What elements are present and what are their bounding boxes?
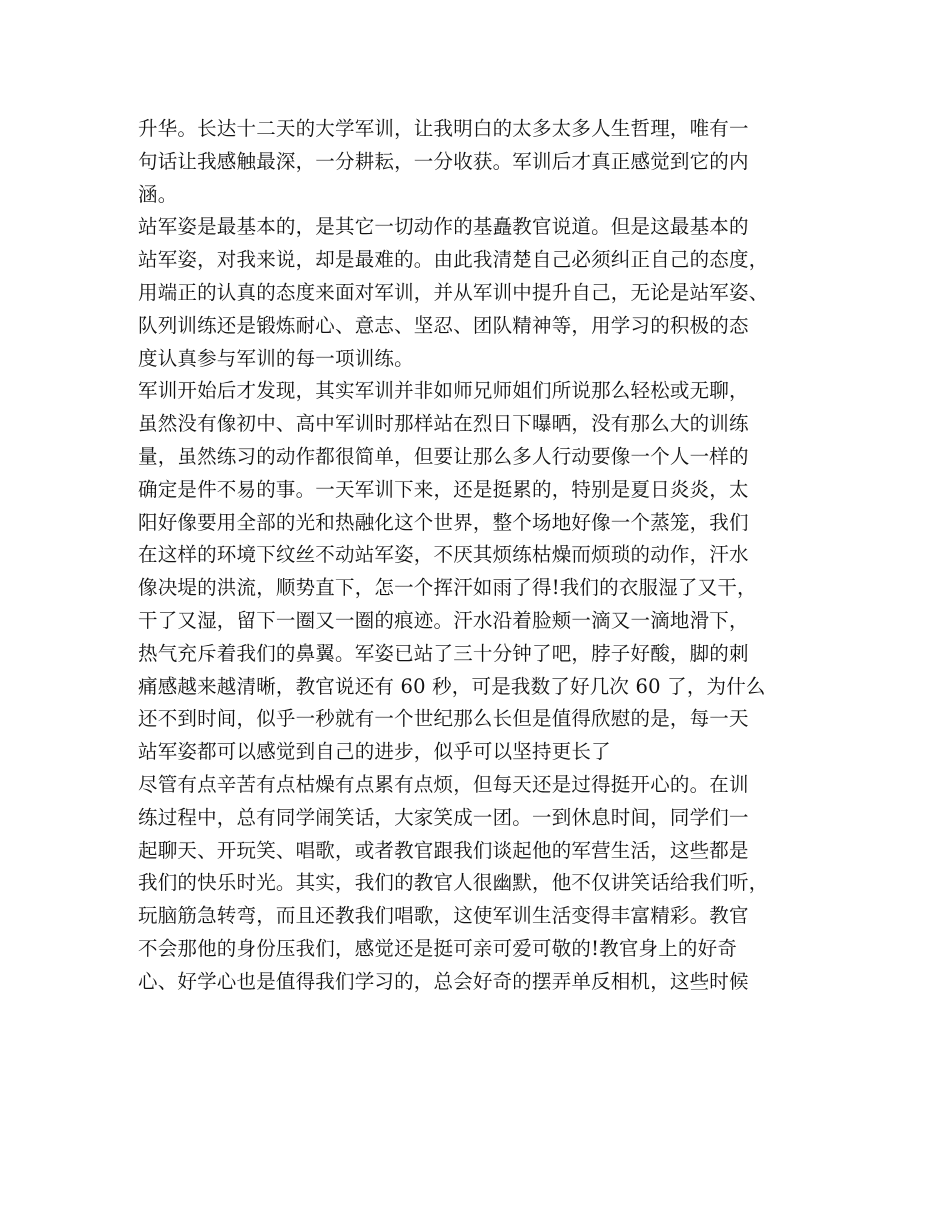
text-line: 玩脑筋急转弯，而且还教我们唱歌，这使军训生活变得丰富精彩。教官 <box>138 904 749 928</box>
text-line: 心、好学心也是值得我们学习的，总会好奇的摆弄单反相机，这些时候 <box>138 969 749 993</box>
text-line: 站军姿是最基本的，是其它一切动作的基矗教官说道。但是这最基本的 <box>138 215 749 239</box>
text-line: 虽然没有像初中、高中军训时那样站在烈日下曝晒，没有那么大的训练 <box>138 412 749 436</box>
text-line: 队列训练还是锻炼耐心、意志、坚忍、团队精神等，用学习的积极的态 <box>138 313 749 337</box>
text-line: 练过程中，总有同学闹笑话，大家笑成一团。一到休息时间，同学们一 <box>138 805 749 829</box>
text-line: 升华。长达十二天的大学军训，让我明白的太多太多人生哲理，唯有一 <box>138 117 749 140</box>
text-line: 阳好像要用全部的光和热融化这个世界，整个场地好像一个蒸笼，我们 <box>138 510 749 534</box>
text-line: 尽管有点辛苦有点枯燥有点累有点烦，但每天还是过得挺开心的。在训 <box>138 772 749 796</box>
text-line: 不会那他的身份压我们，感觉还是挺可亲可爱可敬的!教官身上的好奇 <box>138 936 738 960</box>
text-line: 在这样的环境下纹丝不动站军姿，不厌其烦练枯燥而烦琐的动作，汗水 <box>138 543 749 567</box>
text-line: 热气充斥着我们的鼻翼。军姿已站了三十分钟了吧，脖子好酸，脚的刺 <box>138 641 749 665</box>
text-line: 站军姿，对我来说，却是最难的。由此我清楚自己必须纠正自己的态度， <box>138 248 769 272</box>
text-line: 起聊天、开玩笑、唱歌，或者教官跟我们谈起他的军营生活，这些都是 <box>138 838 749 862</box>
text-line: 度认真参与军训的每一项训练。 <box>138 346 414 370</box>
text-line: 像决堤的洪流，顺势直下，怎一个挥汗如雨了得!我们的衣服湿了又干， <box>138 576 757 600</box>
text-line: 痛感越来越清晰，教官说还有 60 秒，可是我数了好几次 60 了，为什么 <box>138 674 766 698</box>
text-line: 量，虽然练习的动作都很简单，但要让那么多人行动要像一个人一样的 <box>138 444 749 468</box>
text-line: 站军姿都可以感觉到自己的进步，似乎可以坚持更长了 <box>138 740 611 764</box>
document-body <box>138 113 828 999</box>
text-line: 我们的快乐时光。其实，我们的教官人很幽默，他不仅讲笑话给我们听， <box>138 871 769 895</box>
text-line: 涵。 <box>138 182 178 206</box>
text-line: 句话让我感触最深，一分耕耘，一分收获。军训后才真正感觉到它的内 <box>138 149 749 173</box>
text-line: 干了又湿，留下一圈又一圈的痕迹。汗水沿着脸颊一滴又一滴地滑下， <box>138 608 749 632</box>
text-line: 用端正的认真的态度来面对军训，并从军训中提升自己，无论是站军姿、 <box>138 280 769 304</box>
text-line: 还不到时间，似乎一秒就有一个世纪那么长但是值得欣慰的是，每一天 <box>138 707 749 731</box>
text-line: 确定是件不易的事。一天军训下来，还是挺累的，特别是夏日炎炎，太 <box>138 477 749 501</box>
text-line: 军训开始后才发现，其实军训并非如师兄师姐们所说那么轻松或无聊， <box>138 379 749 403</box>
